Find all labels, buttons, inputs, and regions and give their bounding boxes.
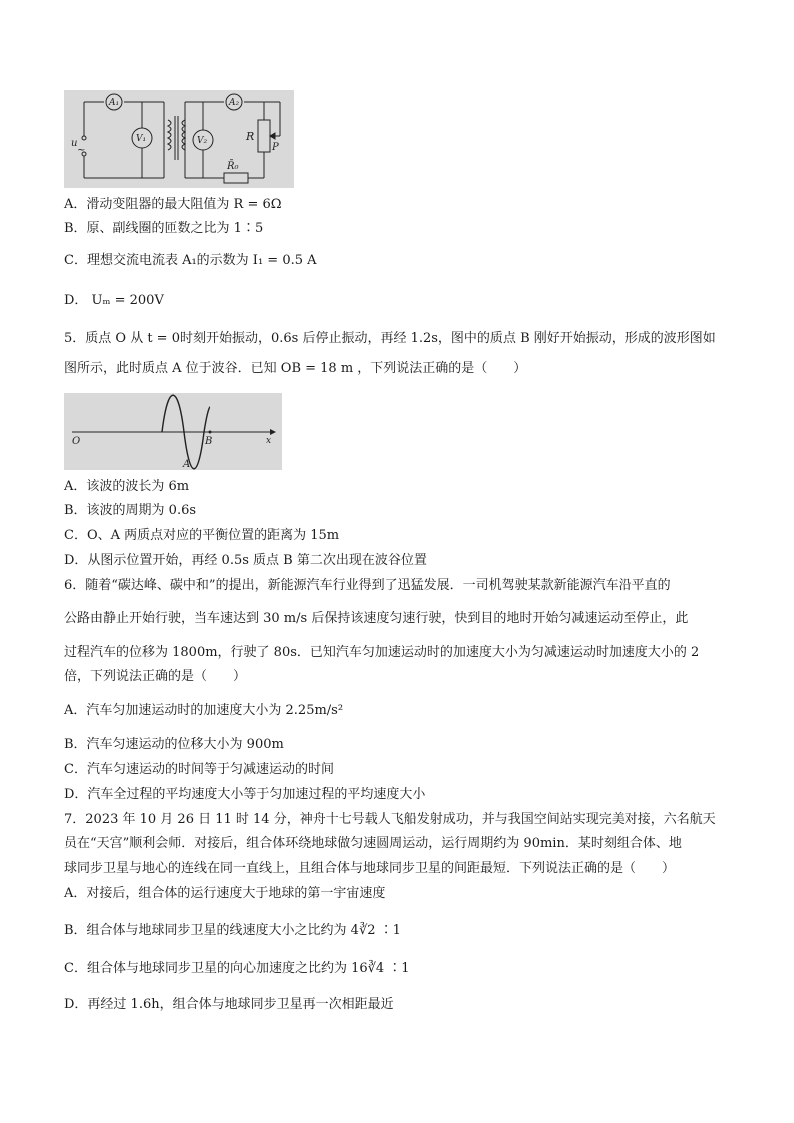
q7-stem-line-1: 7．2023 年 10 月 26 日 11 时 14 分，神舟十七号载人飞船发射成功，并与我国空间站实现完美对接，六名航天 bbox=[64, 812, 716, 827]
circuit-figure bbox=[64, 90, 294, 188]
q5-stem-line-1: 5．质点 O 从 t = 0时刻开始振动，0.6s 后停止振动，再经 1.2s，图中的质点 B 刚好开始振动，形成的波形图如 bbox=[64, 331, 716, 346]
q4-option-b: B．原、副线圈的匝数之比为 1∶5 bbox=[64, 221, 264, 236]
q6-stem-line-4: 倍，下列说法正确的是（ ） bbox=[64, 669, 247, 684]
q4-option-c: C．理想交流电流表 A₁的示数为 I₁ = 0.5 A bbox=[64, 253, 317, 268]
q4-option-d: D． Uₘ = 200V bbox=[64, 293, 164, 308]
q5-option-a: A．该波的波长为 6m bbox=[64, 479, 190, 494]
wave-x-axis-label: x bbox=[266, 436, 272, 446]
wave-point-b-label: B bbox=[205, 436, 213, 447]
source-u-label: u bbox=[71, 138, 78, 149]
q6-option-d: D．汽车全过程的平均速度大小等于匀加速过程的平均速度大小 bbox=[64, 787, 426, 802]
q7-option-b: B．组合体与地球同步卫星的线速度大小之比约为 4∛2 ∶1 bbox=[64, 923, 401, 938]
wave-point-a-label: A bbox=[183, 459, 191, 470]
q6-stem-line-2: 公路由静止开始行驶，当车速达到 30 m/s 后保持该速度匀速行驶，快到目的地时开始匀减速运动至停止，此 bbox=[64, 611, 689, 626]
q5-stem-line-2: 图所示，此时质点 A 位于波谷．已知 OB = 18 m ，下列说法正确的是（ ） bbox=[64, 361, 527, 376]
ammeter-a2-label: A₂ bbox=[229, 98, 240, 108]
source-ac-symbol: ~ bbox=[77, 145, 86, 156]
wave-origin-label: O bbox=[72, 436, 81, 447]
ammeter-a1-label: A₁ bbox=[109, 98, 120, 108]
q6-stem-line-3: 过程汽车的位移为 1800m，行驶了 80s．已知汽车匀加速运动时的加速度大小为匀减速运动时加速度大小的 2 bbox=[64, 645, 700, 660]
q5-option-d: D．从图示位置开始，再经 0.5s 质点 B 第二次出现在波谷位置 bbox=[64, 553, 427, 568]
resistor-r0-label: R̄₀ bbox=[227, 161, 239, 172]
q6-option-a: A．汽车匀加速运动时的加速度大小为 2.25m/s² bbox=[64, 703, 344, 718]
voltmeter-v2-label: V₂ bbox=[197, 136, 208, 146]
rheostat-r-label: R bbox=[246, 130, 255, 143]
q6-stem-line-1: 6．随着“碳达峰、碳中和”的提出，新能源汽车行业得到了迅猛发展．一司机驾驶某款新能源汽车沿平直的 bbox=[64, 578, 671, 593]
q4-option-a: A．滑动变阻器的最大阻值为 R = 6Ω bbox=[64, 197, 282, 212]
wave-figure bbox=[64, 393, 282, 470]
q7-option-c: C．组合体与地球同步卫星的向心加速度之比约为 16∛4 ∶1 bbox=[64, 961, 410, 976]
q7-stem-line-3: 球同步卫星与地心的连线在同一直线上，且组合体与地球同步卫星的间距最短．下列说法正确的是（ ） bbox=[64, 861, 676, 876]
q5-option-c: C．O、A 两质点对应的平衡位置的距离为 15m bbox=[64, 528, 340, 543]
q6-option-b: B．汽车匀速运动的位移大小为 900m bbox=[64, 737, 284, 752]
slider-p-label: P bbox=[272, 142, 279, 153]
wave-diagram bbox=[64, 393, 282, 470]
q7-option-d: D．再经过 1.6h，组合体与地球同步卫星再一次相距最近 bbox=[64, 997, 394, 1012]
q5-option-b: B．该波的周期为 0.6s bbox=[64, 503, 197, 518]
q6-option-c: C．汽车匀速运动的时间等于匀减速运动的时间 bbox=[64, 762, 334, 777]
q7-option-a: A．对接后，组合体的运行速度大于地球的第一宇宙速度 bbox=[64, 886, 386, 901]
q7-stem-line-2: 员在“天宫”顺利会师．对接后，组合体环绕地球做匀速圆周运动，运行周期约为 90min．某时刻组合体、地 bbox=[64, 836, 682, 851]
circuit-diagram bbox=[64, 90, 294, 188]
voltmeter-v1-label: V₁ bbox=[136, 134, 147, 144]
